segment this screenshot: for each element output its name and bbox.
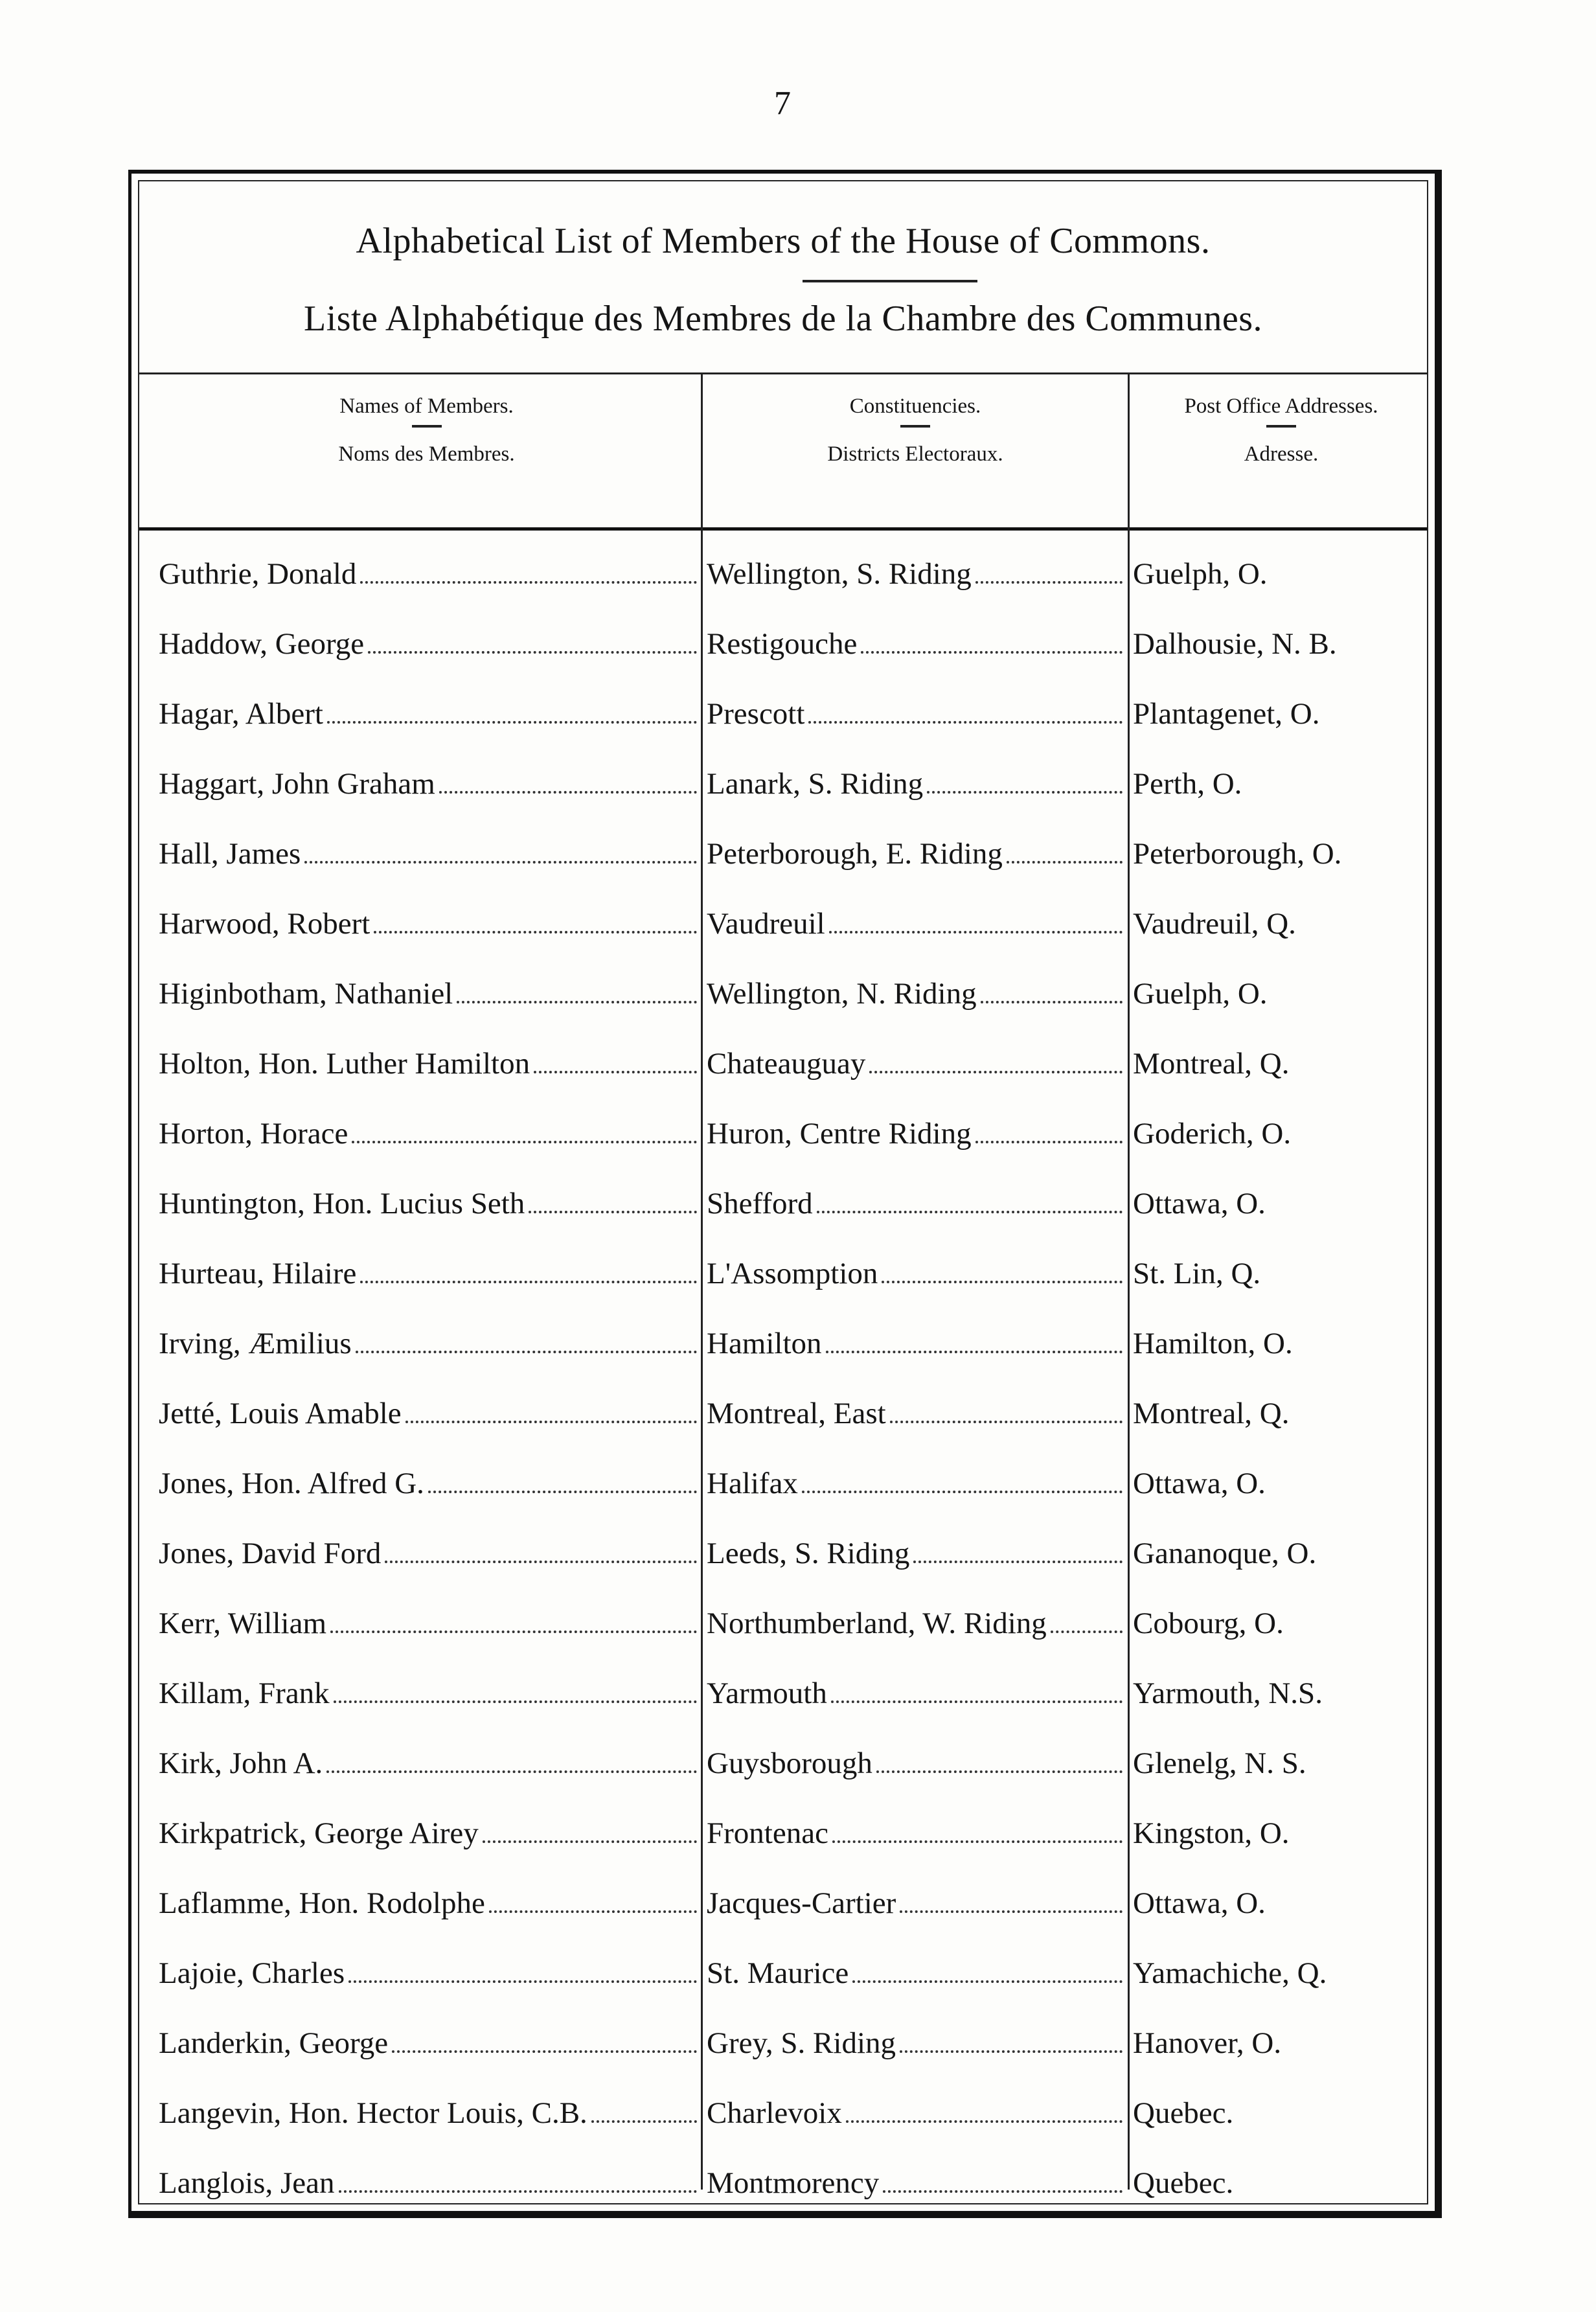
member-name: Haggart, John Graham: [159, 767, 435, 801]
dot-leader: [374, 931, 697, 933]
dot-leader: [385, 1561, 697, 1563]
table-row: [139, 821, 1427, 891]
member-address-cell: [1133, 976, 1431, 1011]
dot-leader: [392, 2050, 697, 2053]
dot-leader: [304, 861, 697, 864]
member-address: Gananoque, O.: [1133, 1537, 1317, 1570]
member-name-cell: [159, 976, 700, 1011]
dot-leader: [817, 1211, 1123, 1213]
member-name: Huntington, Hon. Lucius Seth: [159, 1187, 525, 1220]
dot-leader: [876, 1770, 1123, 1773]
table-row: [139, 1660, 1427, 1730]
member-constituency: Jacques-Cartier: [707, 1886, 896, 1920]
member-address: Hanover, O.: [1133, 2026, 1282, 2060]
member-constituency-cell: [707, 556, 1125, 591]
dot-leader: [352, 1141, 697, 1143]
member-address: Glenelg, N. S.: [1133, 1746, 1306, 1780]
member-name: Hurteau, Hilaire: [159, 1257, 357, 1290]
table-row: [139, 1171, 1427, 1241]
dot-leader: [1051, 1631, 1123, 1633]
member-name-cell: [159, 1116, 700, 1151]
member-address: Perth, O.: [1133, 767, 1242, 801]
member-address: Ottawa, O.: [1133, 1467, 1266, 1500]
member-address: Hamilton, O.: [1133, 1327, 1293, 1360]
dot-leader: [831, 1700, 1123, 1703]
dot-leader: [489, 1910, 697, 1913]
member-address-cell: [1133, 1956, 1431, 1991]
table-row: [139, 1940, 1427, 2010]
dot-leader: [890, 1421, 1123, 1423]
member-name-cell: [159, 2096, 700, 2131]
dot-leader: [900, 2050, 1123, 2053]
member-address-cell: [1133, 1816, 1431, 1851]
header-constituencies-separator: [900, 425, 930, 428]
member-name: Laflamme, Hon. Rodolphe: [159, 1886, 485, 1920]
member-name-cell: [159, 1676, 700, 1711]
member-address: Montreal, Q.: [1133, 1397, 1290, 1430]
member-constituency-cell: [707, 2096, 1125, 2131]
header-names-french: Noms des Membres.: [338, 442, 515, 466]
member-constituency-cell: [707, 1326, 1125, 1361]
member-constituency: Lanark, S. Riding: [707, 767, 924, 801]
member-address: Montreal, Q.: [1133, 1047, 1290, 1081]
table-row: [139, 1590, 1427, 1660]
header-names-english: Names of Members.: [339, 395, 514, 418]
table-row: [139, 1730, 1427, 1800]
table-row: [139, 1101, 1427, 1171]
dot-leader: [591, 2120, 697, 2123]
members-list-inner-frame: [138, 180, 1428, 2204]
header-constituencies-french: Districts Electoraux.: [827, 442, 1003, 466]
member-name: Lajoie, Charles: [159, 1956, 345, 1990]
member-name: Irving, Æmilius: [159, 1327, 352, 1360]
dot-leader: [327, 721, 697, 724]
header-addresses: [1130, 383, 1433, 477]
member-address: Vaudreuil, Q.: [1133, 907, 1296, 941]
member-name: Higinbotham, Nathaniel: [159, 977, 453, 1011]
member-name-cell: [159, 2166, 700, 2201]
member-name: Jones, David Ford: [159, 1537, 382, 1570]
member-constituency-cell: [707, 2166, 1125, 2201]
member-address: Goderich, O.: [1133, 1117, 1292, 1150]
dot-leader: [852, 1980, 1123, 1983]
member-constituency-cell: [707, 1396, 1125, 1431]
dot-leader: [981, 1001, 1123, 1003]
member-name: Holton, Hon. Luther Hamilton: [159, 1047, 530, 1081]
member-name-cell: [159, 1046, 700, 1081]
member-constituency-cell: [707, 1676, 1125, 1711]
member-address-cell: [1133, 1466, 1431, 1501]
header-constituencies-english: Constituencies.: [849, 395, 981, 418]
member-name: Harwood, Robert: [159, 907, 370, 941]
member-name-cell: [159, 1956, 700, 1991]
member-address: Guelph, O.: [1133, 557, 1268, 591]
member-address: Ottawa, O.: [1133, 1187, 1266, 1220]
member-address: Cobourg, O.: [1133, 1607, 1284, 1640]
member-address-cell: [1133, 1326, 1431, 1361]
dot-leader: [348, 1980, 697, 1983]
header-addresses-english: Post Office Addresses.: [1184, 395, 1378, 418]
member-constituency-cell: [707, 2026, 1125, 2061]
table-row: [139, 541, 1427, 611]
member-address-cell: [1133, 2026, 1431, 2061]
member-name-cell: [159, 1536, 700, 1571]
dot-leader: [368, 651, 697, 654]
member-constituency: Halifax: [707, 1467, 798, 1500]
member-name-cell: [159, 1606, 700, 1641]
member-name: Landerkin, George: [159, 2026, 389, 2060]
member-constituency-cell: [707, 836, 1125, 871]
member-constituency-cell: [707, 1536, 1125, 1571]
member-address-cell: [1133, 1606, 1431, 1641]
member-name-cell: [159, 1816, 700, 1851]
member-name-cell: [159, 906, 700, 941]
member-constituency-cell: [707, 626, 1125, 661]
member-name-cell: [159, 836, 700, 871]
member-constituency: Prescott: [707, 697, 805, 731]
dot-leader: [457, 1001, 697, 1003]
member-address: Plantagenet, O.: [1133, 697, 1320, 731]
table-row: [139, 891, 1427, 961]
member-constituency: St. Maurice: [707, 1956, 849, 1990]
header-addresses-separator: [1266, 425, 1296, 428]
header-names-separator: [412, 425, 442, 428]
dot-leader: [829, 931, 1123, 933]
member-address-cell: [1133, 1256, 1431, 1291]
dot-leader: [330, 1631, 697, 1633]
dot-leader: [1007, 861, 1123, 864]
member-address: Quebec.: [1133, 2166, 1234, 2200]
table-row: [139, 1031, 1427, 1101]
member-constituency: Shefford: [707, 1187, 813, 1220]
header-constituencies: [703, 383, 1128, 477]
dot-leader: [439, 791, 697, 794]
table-row: [139, 1800, 1427, 1870]
member-address-cell: [1133, 836, 1431, 871]
member-address-cell: [1133, 906, 1431, 941]
header-bottom-rule: [139, 527, 1427, 531]
member-name: Jones, Hon. Alfred G.: [159, 1467, 424, 1500]
member-name: Kirk, John A.: [159, 1746, 323, 1780]
dot-leader: [826, 1351, 1123, 1353]
member-address: Yarmouth, N.S.: [1133, 1677, 1323, 1710]
member-constituency: Frontenac: [707, 1816, 828, 1850]
table-row: [139, 1450, 1427, 1520]
member-constituency-cell: [707, 1606, 1125, 1641]
table-row: [139, 681, 1427, 751]
member-name-cell: [159, 696, 700, 731]
member-address: St. Lin, Q.: [1133, 1257, 1261, 1290]
member-constituency: Montmorency: [707, 2166, 880, 2200]
member-name-cell: [159, 766, 700, 801]
member-address-cell: [1133, 1886, 1431, 1921]
dot-leader: [326, 1770, 697, 1773]
table-row: [139, 1380, 1427, 1450]
header-names: [152, 383, 701, 477]
member-name-cell: [159, 1396, 700, 1431]
member-constituency-cell: [707, 976, 1125, 1011]
member-address-cell: [1133, 766, 1431, 801]
dot-leader: [832, 1840, 1123, 1843]
member-name-cell: [159, 1256, 700, 1291]
dot-leader: [883, 2190, 1123, 2193]
member-name-cell: [159, 556, 700, 591]
title-separator: [803, 280, 977, 282]
member-name: Hall, James: [159, 837, 301, 871]
table-row: [139, 2010, 1427, 2080]
member-address: Ottawa, O.: [1133, 1886, 1266, 1920]
member-address-cell: [1133, 1746, 1431, 1781]
member-constituency-cell: [707, 1886, 1125, 1921]
table-row: [139, 1241, 1427, 1311]
member-address: Peterborough, O.: [1133, 837, 1342, 871]
dot-leader: [356, 1351, 697, 1353]
member-constituency-cell: [707, 906, 1125, 941]
member-address-cell: [1133, 556, 1431, 591]
member-name: Jetté, Louis Amable: [159, 1397, 402, 1430]
table-row: [139, 611, 1427, 681]
dot-leader: [360, 1281, 697, 1283]
dot-leader: [405, 1421, 697, 1423]
member-name: Guthrie, Donald: [159, 557, 357, 591]
member-constituency-cell: [707, 1256, 1125, 1291]
member-name: Langlois, Jean: [159, 2166, 335, 2200]
member-constituency: Charlevoix: [707, 2096, 842, 2130]
member-name: Kirkpatrick, George Airey: [159, 1816, 479, 1850]
member-name-cell: [159, 1746, 700, 1781]
dot-leader: [975, 581, 1123, 584]
member-constituency: Wellington, N. Riding: [707, 977, 977, 1011]
member-address: Kingston, O.: [1133, 1816, 1290, 1850]
member-constituency: Hamilton: [707, 1327, 822, 1360]
member-name: Hagar, Albert: [159, 697, 323, 731]
member-constituency-cell: [707, 1816, 1125, 1851]
dot-leader: [802, 1491, 1123, 1493]
member-name: Killam, Frank: [159, 1677, 330, 1710]
table-row: [139, 2080, 1427, 2150]
member-address-cell: [1133, 1186, 1431, 1221]
dot-leader: [808, 721, 1123, 724]
member-constituency: Northumberland, W. Riding: [707, 1607, 1047, 1640]
dot-leader: [900, 1910, 1123, 1913]
member-name-cell: [159, 1186, 700, 1221]
member-name-cell: [159, 1466, 700, 1501]
table-row: [139, 961, 1427, 1031]
member-name: Haddow, George: [159, 627, 365, 661]
member-constituency: Yarmouth: [707, 1677, 827, 1710]
member-address-cell: [1133, 1676, 1431, 1711]
members-list-frame: [128, 170, 1442, 2218]
member-name-cell: [159, 1326, 700, 1361]
member-constituency-cell: [707, 696, 1125, 731]
member-address: Dalhousie, N. B.: [1133, 627, 1337, 661]
member-constituency: Chateauguay: [707, 1047, 866, 1081]
member-constituency: Leeds, S. Riding: [707, 1537, 910, 1570]
member-constituency: Peterborough, E. Riding: [707, 837, 1003, 871]
member-name-cell: [159, 2026, 700, 2061]
member-constituency: Vaudreuil: [707, 907, 825, 941]
member-constituency-cell: [707, 1466, 1125, 1501]
member-constituency-cell: [707, 1956, 1125, 1991]
page-number: 7: [774, 85, 791, 122]
dot-leader: [927, 791, 1123, 794]
member-name: Kerr, William: [159, 1607, 327, 1640]
table-row: [139, 751, 1427, 821]
member-address-cell: [1133, 1046, 1431, 1081]
dot-leader: [339, 2190, 698, 2193]
member-address-cell: [1133, 626, 1431, 661]
dot-leader: [428, 1491, 697, 1493]
member-constituency-cell: [707, 1186, 1125, 1221]
member-constituency: Guysborough: [707, 1746, 872, 1780]
table-row: [139, 2150, 1427, 2220]
dot-leader: [529, 1211, 697, 1213]
member-address-cell: [1133, 2096, 1431, 2131]
dot-leader: [360, 581, 697, 584]
member-constituency: Huron, Centre Riding: [707, 1117, 972, 1150]
member-constituency: Restigouche: [707, 627, 858, 661]
header-addresses-french: Adresse.: [1244, 442, 1319, 466]
title-english: Alphabetical List of Members of the House of Commons.: [356, 221, 1211, 261]
title-french: Liste Alphabétique des Membres de la Chambre des Communes.: [303, 299, 1263, 339]
dot-leader: [483, 1840, 697, 1843]
member-address: Quebec.: [1133, 2096, 1234, 2130]
dot-leader: [975, 1141, 1123, 1143]
table-row: [139, 1520, 1427, 1590]
member-name-cell: [159, 626, 700, 661]
member-address-cell: [1133, 1536, 1431, 1571]
member-name: Horton, Horace: [159, 1117, 348, 1150]
header-top-rule: [139, 372, 1427, 374]
dot-leader: [846, 2120, 1123, 2123]
member-constituency: L'Assomption: [707, 1257, 878, 1290]
member-constituency: Wellington, S. Riding: [707, 557, 972, 591]
member-address-cell: [1133, 1116, 1431, 1151]
dot-leader: [534, 1071, 697, 1073]
table-row: [139, 1311, 1427, 1380]
member-constituency: Grey, S. Riding: [707, 2026, 896, 2060]
member-constituency: Montreal, East: [707, 1397, 886, 1430]
member-address-cell: [1133, 696, 1431, 731]
member-constituency-cell: [707, 766, 1125, 801]
member-name-cell: [159, 1886, 700, 1921]
dot-leader: [869, 1071, 1123, 1073]
member-address: Yamachiche, Q.: [1133, 1956, 1327, 1990]
member-address: Guelph, O.: [1133, 977, 1268, 1011]
member-address-cell: [1133, 1396, 1431, 1431]
dot-leader: [882, 1281, 1123, 1283]
member-constituency-cell: [707, 1746, 1125, 1781]
member-name: Langevin, Hon. Hector Louis, C.B.: [159, 2096, 587, 2130]
member-constituency-cell: [707, 1116, 1125, 1151]
member-constituency-cell: [707, 1046, 1125, 1081]
dot-leader: [861, 651, 1123, 654]
table-row: [139, 1870, 1427, 1940]
dot-leader: [334, 1700, 697, 1703]
dot-leader: [913, 1561, 1123, 1563]
member-address-cell: [1133, 2166, 1431, 2201]
